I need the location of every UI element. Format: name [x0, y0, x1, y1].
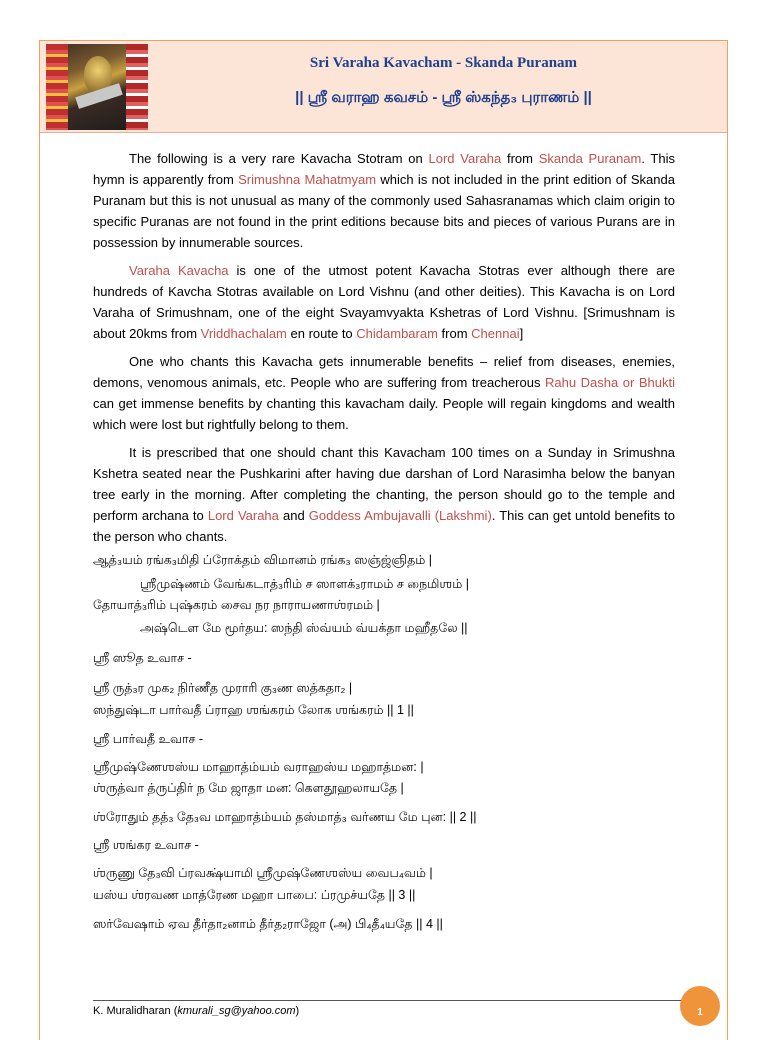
page-title: Sri Varaha Kavacham - Skanda Puranam: [309, 55, 578, 71]
link-chennai: Chennai: [471, 326, 520, 341]
verse-line: அஷ்டௌ மே மூர்தய: ஸந்தி ஸ்வ்யம் வ்யக்தா மஹீதலே ||: [140, 621, 468, 635]
paragraph-4: It is prescribed that one should chant this Kavacham 100 times on a Sunday in Srimushna Kshetra seated near the Pushkarini after having due darshan of Lord Narasimha below the banyan tree early in the morning. After completing the chanting, the person should go to the temple and perform archana to Lord Varaha and Goddess Ambujavalli (Lakshmi). This can get untold benefits to the person who chants.: [93, 445, 676, 544]
verse-line: ஆத்₃யம் ரங்க₃மிதி ப்ரோக்தம் விமானம் ரங்க₃ ஸஞ்ஜ்ஞிதம் |: [93, 553, 433, 567]
speaker-line: ஸ்ரீ பார்வதீ உவாச -: [93, 732, 204, 746]
footer-author: K. Muralidharan (kmurali_sg@yahoo.com): [93, 1005, 300, 1017]
speaker-line: ஸ்ரீ ஸூத உவாச -: [93, 651, 192, 665]
deity-image: [46, 44, 148, 130]
link-goddess-ambujavalli: Goddess Ambujavalli (Lakshmi): [308, 508, 492, 523]
paragraph-1: The following is a very rare Kavacha Stotram on Lord Varaha from Skanda Puranam. This hymn is apparently from Srimushna Mahatmyam which is not included in the print edition of Skanda Puranam but this is not unusual as many of the commonly used Sahasranamas which claim origin to specific Puranas are not found in the print editions because bits and pieces of various Purans are in possession by innumerable sources.: [93, 151, 675, 250]
verse-line: ஸ்ரீமுஷ்ணம் வேங்கடாத்₃ரிம் ச ஸாளக்₃ராமம் ச நைமிஶம் |: [140, 577, 470, 591]
link-vriddhachalam: Vriddhachalam: [200, 326, 287, 341]
paragraph-3: One who chants this Kavacha gets innumerable benefits – relief from diseases, enemies, demons, venomous animals, etc. People who are suffering from treacherous Rahu Dasha or Bhukti can get immense benefits by chanting this kavacham daily. People will regain kingdoms and wealth which were lost but rightfully belong to them.: [93, 354, 675, 432]
verse-line: ஶ்ருத்வா த்ருப்திர் ந மே ஜாதா மன: கௌதூஹலாயதே |: [93, 781, 404, 795]
link-varaha-kavacha: Varaha Kavacha: [129, 263, 229, 278]
page-subtitle: || ஸ்ரீ வராஹ கவசம் - ஸ்ரீ ஸ்கந்த₃ புராணம் ||: [295, 89, 592, 106]
verse-line: தோயாத்₃ரிம் புஷ்கரம் சைவ நர நாராயணாஶ்ரமம் |: [93, 598, 380, 612]
verse-line: ஸ்ரீமுஷ்ணேஶஸ்ய மாஹாத்ம்யம் வராஹஸ்ய மஹாத்மன: |: [93, 760, 424, 774]
author-email[interactable]: kmurali_sg@yahoo.com: [177, 1005, 296, 1017]
speaker-line: ஸ்ரீ ஶங்கர உவாச -: [93, 838, 199, 852]
paragraph-2: Varaha Kavacha is one of the utmost potent Kavacha Stotras ever although there are hundreds of Kavcha Stotras available on Lord Vishnu (and other deities). This Kavacha is on Lord Varaha of Srimushnam, one of the eight Svayamvyakta Kshetras of Lord Vishnu. [Srimushnam is about 20kms from Vriddhachalam en route to Chidambaram from Chennai]: [93, 263, 675, 341]
verse-line: யஸ்ய ஶ்ரவண மாத்ரேண மஹா பாபை: ப்ரமுச்யதே || 3 ||: [93, 888, 416, 902]
verse-line: ஶ்ருணு தே₃வி ப்ரவக்ஷ்யாமி ஸ்ரீமுஷ்ணேஶஸ்ய வைப₄வம் |: [93, 866, 433, 880]
footer-divider: [93, 1000, 683, 1001]
link-chidambaram: Chidambaram: [356, 326, 438, 341]
link-skanda-puranam: Skanda Puranam: [538, 151, 642, 166]
link-rahu-dasha: Rahu Dasha or Bhukti: [545, 375, 675, 390]
page-number: 1: [680, 986, 720, 1026]
link-srimushna-mahatmyam: Srimushna Mahatmyam: [238, 172, 377, 187]
header-band: [40, 41, 727, 133]
intro-text: [93, 148, 675, 554]
verse-line: ஸர்வேஷாம் ஏவ தீர்தா₂னாம் தீர்த₂ராஜோ (அ) பி₄தீ₄யதே || 4 ||: [93, 917, 443, 931]
verse-line: ஸ்ரீ ருத்₃ர முக₂ நிர்ணீத முராரி கு₃ண ஸத்கதா₂ |: [93, 681, 353, 695]
verse-line: ஸந்துஷ்டா பார்வதீ ப்ராஹ ஶங்கரம் லோக ஶங்கரம் || 1 ||: [93, 703, 414, 717]
link-lord-varaha: Lord Varaha: [428, 151, 502, 166]
verse-line: ஶ்ரோதும் தத்₃ தே₃வ மாஹாத்ம்யம் தஸ்மாத்₃ வர்ணய மே புன: || 2 ||: [93, 810, 477, 824]
link-lord-varaha-2: Lord Varaha: [207, 508, 279, 523]
